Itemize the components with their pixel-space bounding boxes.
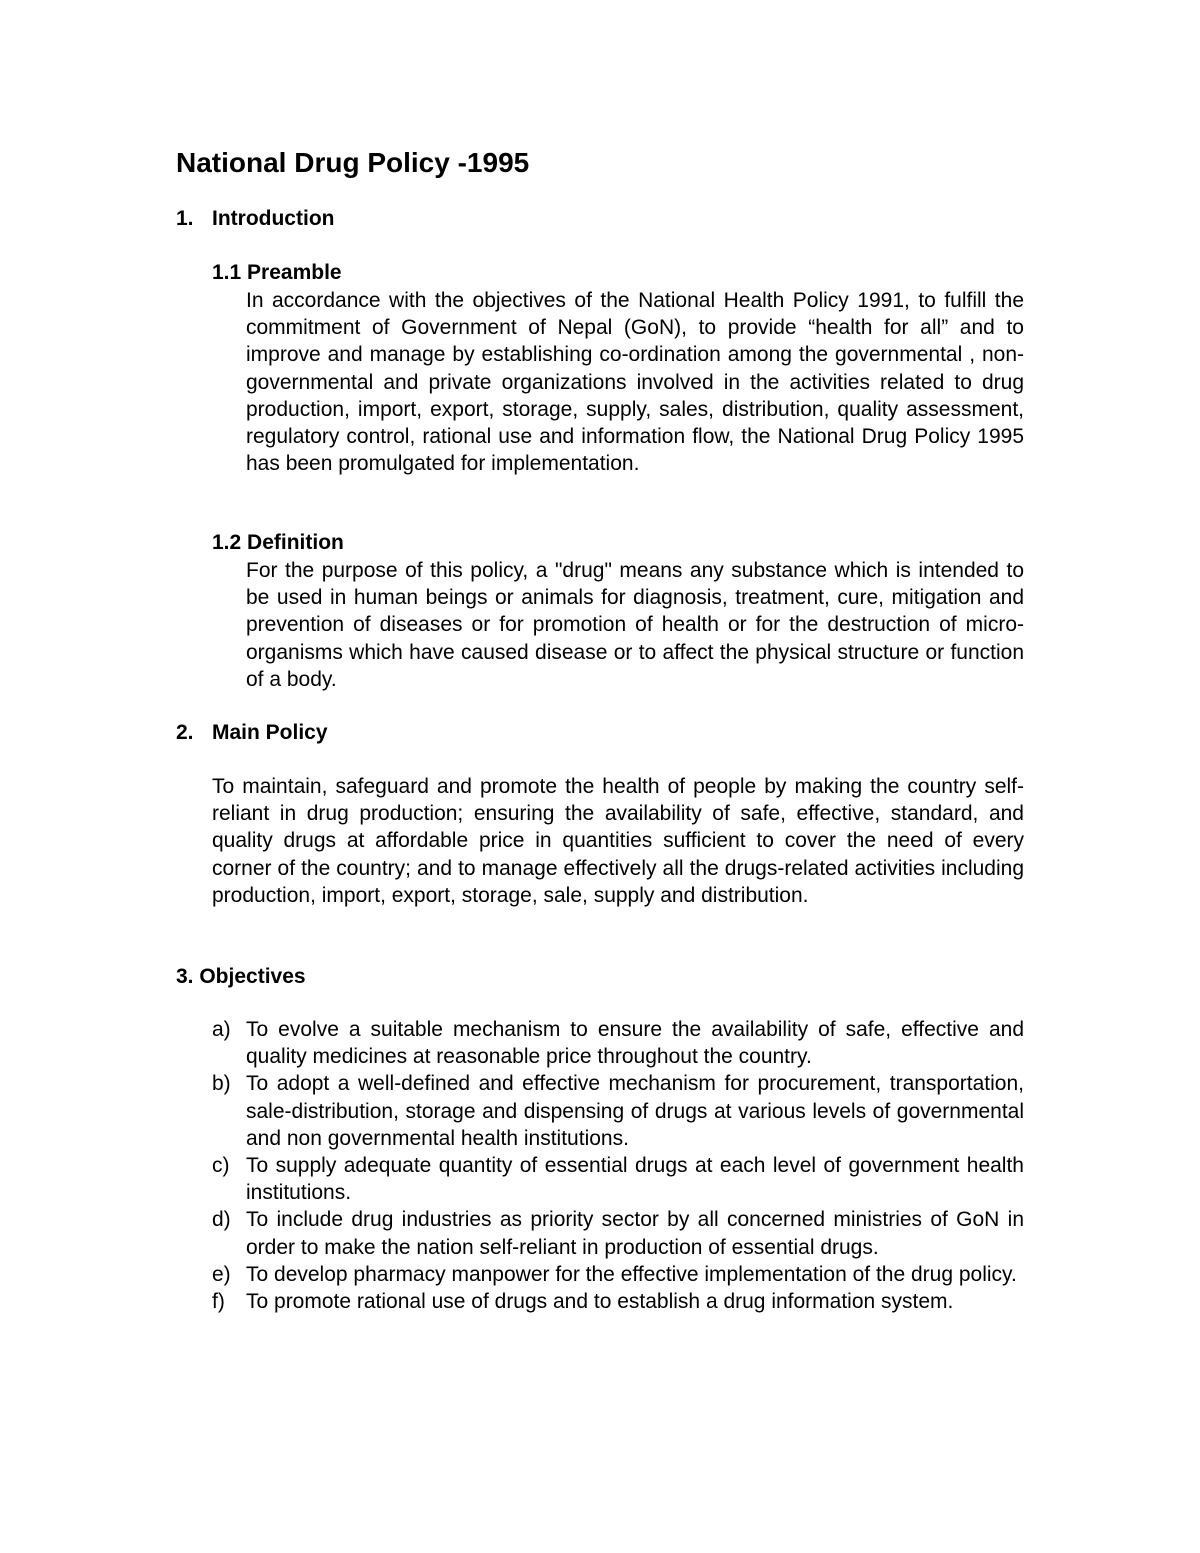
preamble-paragraph: In accordance with the objectives of the National Health Policy 1991, to fulfill the commitment of Government of Nepal (GoN), to provide “health for all” and to improve and manage by establishing co-ordination among the governmental , non- governmental and private organizations involved in the activities related to drug production, import, export, storage, supply, sales, distribution, quality assessment, regulatory control, rational use and information flow, the National Drug Policy 1995 has been promulgated for implementation. xyxy=(246,289,1024,476)
subsection-heading-preamble: 1.1 Preamble xyxy=(212,261,342,284)
objective-item-f xyxy=(212,1288,1024,1315)
objective-item-c xyxy=(212,1152,1024,1206)
objective-text: To develop pharmacy manpower for the effective implementation of the drug policy. xyxy=(246,1262,1017,1286)
objective-item-a xyxy=(212,1016,1024,1070)
definition-paragraph: For the purpose of this policy, a "drug" means any substance which is intended to be used in human beings or animals for diagnosis, treatment, cure, mitigation and prevention of diseases or for promotion of health or for the destruction of micro-organisms which have caused disease or to affect the physical structure or function of a body. xyxy=(246,559,1024,691)
objective-text: To evolve a suitable mechanism to ensure the availability of safe, effective and quality medicines at reasonable price throughout the country. xyxy=(246,1018,1024,1069)
objective-item-d xyxy=(212,1206,1024,1260)
objective-letter: a) xyxy=(212,1018,231,1041)
objective-letter: f) xyxy=(212,1290,225,1314)
section-heading-objectives: 3. Objectives xyxy=(176,965,306,988)
objective-text: To promote rational use of drugs and to establish a drug information system. xyxy=(246,1290,954,1314)
objective-text: To adopt a well-defined and effective mechanism for procurement, transportation, sale-distribution, storage and dispensing of drugs at various levels of governmental and non governmental health institutions. xyxy=(246,1072,1024,1150)
objective-item-b xyxy=(212,1070,1024,1152)
objective-letter: c) xyxy=(212,1154,230,1178)
objective-text: To include drug industries as priority sector by all concerned ministries of GoN in order to make the nation self-reliant in production of essential drugs. xyxy=(246,1208,1024,1259)
objective-letter: e) xyxy=(212,1262,231,1286)
section-heading-introduction xyxy=(176,206,334,232)
objective-letter: b) xyxy=(212,1072,231,1096)
subsection-heading-definition: 1.2 Definition xyxy=(212,531,344,554)
main-policy-paragraph: To maintain, safeguard and promote the health of people by making the country self- reliant in drug production; ensuring the availability of safe, effective, standard, and quality drugs at affordable price in quantities sufficient to cover the need of every corner of the country; and to manage effectively all the drugs-related activities including production, import, export, storage, sale, supply and distribution. xyxy=(212,775,1024,907)
objective-item-e xyxy=(212,1261,1024,1288)
objectives-list xyxy=(212,1016,1024,1315)
section-number: 1. xyxy=(176,207,194,230)
section-heading-main-policy xyxy=(176,720,328,746)
section-title: Main Policy xyxy=(212,721,328,744)
section-title: Introduction xyxy=(212,207,335,230)
objective-text: To supply adequate quantity of essential drugs at each level of government health institutions. xyxy=(246,1154,1024,1205)
section-number: 2. xyxy=(176,721,194,744)
document-title: National Drug Policy -1995 xyxy=(176,147,530,178)
objective-letter: d) xyxy=(212,1208,231,1232)
